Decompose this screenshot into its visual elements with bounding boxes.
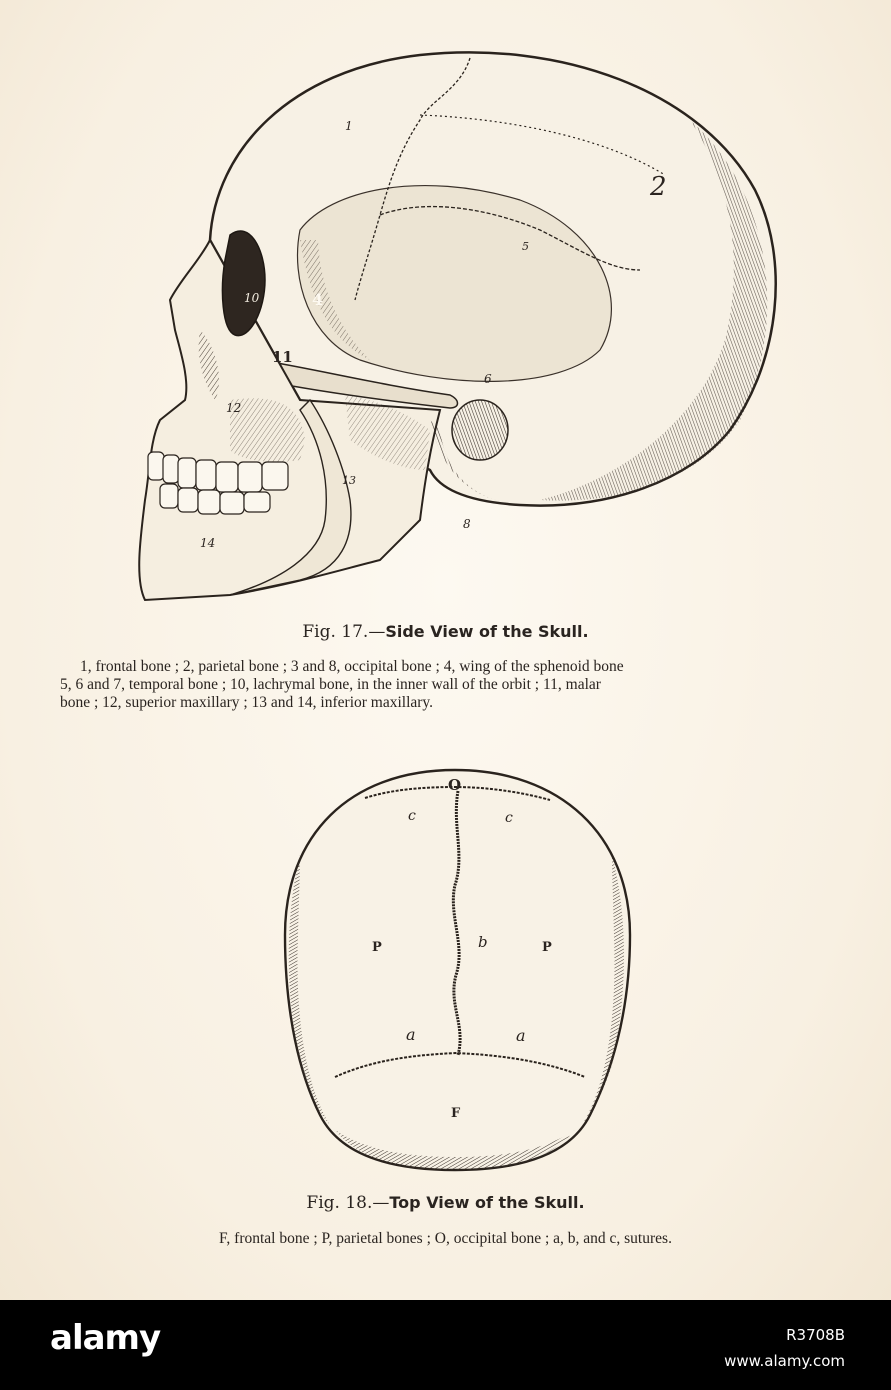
label-8: 8 xyxy=(463,517,471,531)
figure-17-legend-line-2: 5, 6 and 7, temporal bone ; 10, lachrymal bone, in the inner wall of the orbit ; 11, malar xyxy=(60,676,601,693)
figure-17-caption-title: Side View of the Skull. xyxy=(385,622,589,641)
skull-side-illustration xyxy=(0,0,891,620)
label-14: 14 xyxy=(200,536,216,550)
figure-17-caption-prefix: Fig. 17.— xyxy=(302,622,386,642)
figure-18-caption xyxy=(0,1193,891,1213)
label-12: 12 xyxy=(226,401,242,415)
watermark-footer xyxy=(0,1300,891,1390)
site-url: www.alamy.com xyxy=(724,1352,845,1370)
figure-17-caption xyxy=(0,622,891,642)
label-2: 2 xyxy=(650,172,667,202)
label-6: 6 xyxy=(484,372,492,386)
label-P-right: P xyxy=(542,940,552,955)
figure-17-legend xyxy=(60,658,850,712)
label-5: 5 xyxy=(522,240,529,253)
label-1: 1 xyxy=(345,119,353,133)
label-c-left: c xyxy=(408,808,416,824)
skull-top-illustration xyxy=(0,765,891,1185)
figure-17-legend-line-1: 1, frontal bone ; 2, parietal bone ; 3 and 8, occipital bone ; 4, wing of the sphenoid bone xyxy=(80,658,624,675)
image-id: R3708B xyxy=(786,1326,845,1344)
label-b: b xyxy=(478,933,488,951)
figure-17-legend-line-3: bone ; 12, superior maxillary ; 13 and 14, inferior maxillary. xyxy=(60,694,434,711)
label-13: 13 xyxy=(342,474,356,487)
alamy-logo: alamy xyxy=(50,1318,161,1358)
label-a-left: a xyxy=(406,1025,416,1044)
figure-18-caption-title: Top View of the Skull. xyxy=(389,1193,585,1212)
label-c-right: c xyxy=(505,810,513,826)
label-11: 11 xyxy=(272,348,293,366)
label-O: O xyxy=(448,776,462,794)
label-a-right: a xyxy=(516,1026,526,1045)
figure-18-legend: F, frontal bone ; P, parietal bones ; O, occipital bone ; a, b, and c, sutures. xyxy=(219,1230,672,1247)
label-10: 10 xyxy=(244,291,260,305)
label-F: F xyxy=(451,1106,461,1121)
label-P-left: P xyxy=(372,940,382,955)
label-4: 4 xyxy=(312,290,324,309)
figure-18-caption-prefix: Fig. 18.— xyxy=(306,1193,390,1213)
